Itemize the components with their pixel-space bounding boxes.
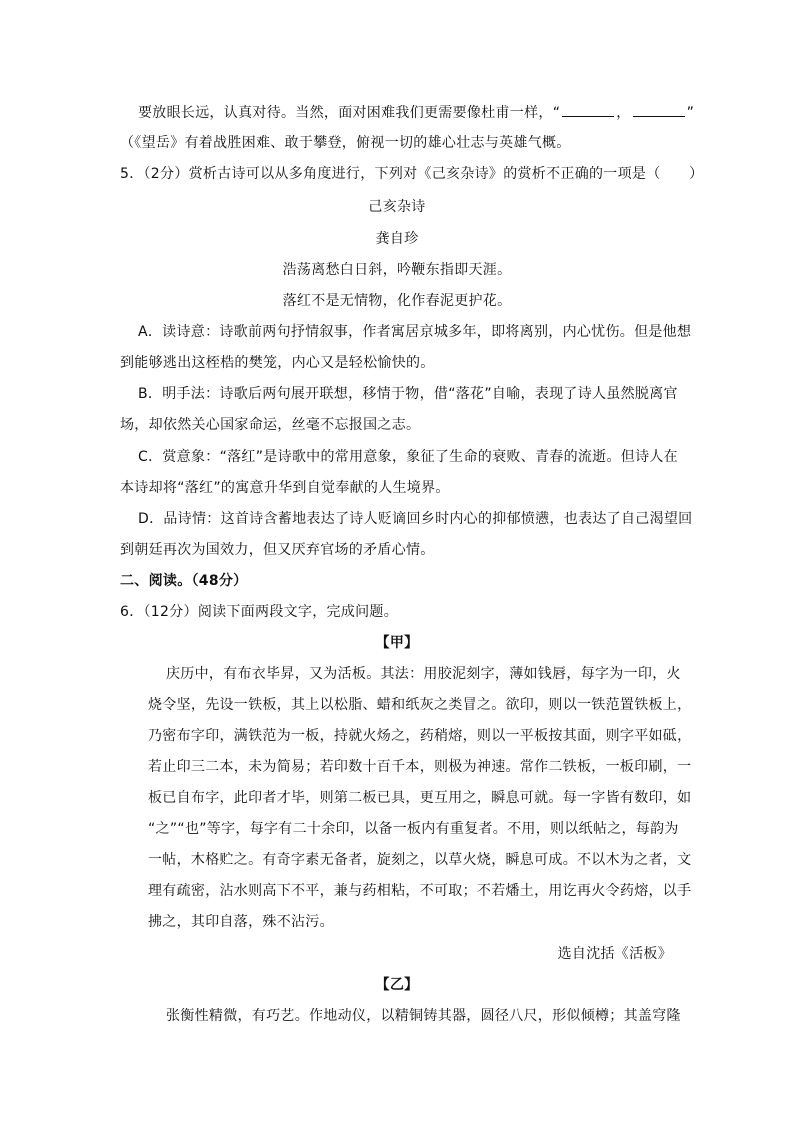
passage-line: 理有疏密，沾水则高下不平，兼与药相粘，不可取；不若燔土，用讫再火令药熔，以手 xyxy=(148,883,692,899)
passage-line: 乃密布字印，满铁范为一板，持就火炀之，药稍熔，则以一平板按其面，则字平如砥， xyxy=(148,728,692,744)
option-b-cont: 场，却依然关心国家命运，丝毫不忘报国之志。 xyxy=(120,417,421,433)
poem-line: 落红不是无情物，化作春泥更护花。 xyxy=(282,293,512,309)
passage-line: 庆历中，有布衣毕昇，又为活板。其法：用胶泥刻字，薄如钱唇，每字为一印，火 xyxy=(166,666,681,682)
passage-line: 若止印三二本，未为简易；若印数十百千本，则极为神速。常作二铁板，一板印刷，一 xyxy=(148,759,692,775)
option-d[interactable]: D．品诗情：这首诗含蓄地表达了诗人贬谪回乡时内心的抑郁愤懑，也表达了自己渴望回 xyxy=(138,511,693,527)
question-5: 5．（2分）赏析古诗可以从多角度进行，下列对《己亥杂诗》的赏析不正确的一项是（ ） xyxy=(120,166,704,182)
line-text: ” xyxy=(686,105,695,121)
poem-author: 龚自珍 xyxy=(375,231,419,247)
passage-label-jia: 【甲】 xyxy=(375,635,419,651)
question-6: 6．（12分）阅读下面两段文字，完成问题。 xyxy=(120,604,399,620)
option-c[interactable]: C．赏意象：“落红”是诗歌中的常用意象，象征了生命的衰败、青春的流逝。但诗人在 xyxy=(138,449,678,465)
source-attribution: 选自沈括《活板》 xyxy=(557,946,672,962)
passage-line: 烧令坚，先设一铁板，其上以松脂、蜡和纸灰之类冒之。欲印，则以一铁范置铁板上， xyxy=(148,697,692,713)
line-text: 要放眼长远，认真对待。当然，面对困难我们更需要像杜甫一样，“ xyxy=(138,105,561,121)
poem-line: 浩荡离愁白日斜，吟鞭东指即天涯。 xyxy=(282,262,512,278)
poem-title: 己亥杂诗 xyxy=(368,199,426,215)
option-a-cont: 到能够逃出这桎梏的樊笼，内心又是轻松愉快的。 xyxy=(120,355,435,371)
passage-line: 板已自布字，此印者才毕，则第二板已具，更互用之，瞬息可就。每一字皆有数印，如 xyxy=(148,790,692,806)
answer-blank[interactable] xyxy=(562,102,614,117)
passage-line: “之”“也”等字，每字有二十余印，以备一板内有重复者。不用，则以纸帖之，每韵为 xyxy=(148,821,679,837)
answer-blank[interactable] xyxy=(633,102,685,117)
option-a[interactable]: A．读诗意：诗歌前两句抒情叙事，作者寓居京城多年，即将离别，内心忧伤。但是他想 xyxy=(138,324,692,340)
section-heading: 二、阅读。（48分） xyxy=(120,573,248,589)
passage-line: 张衡性精微，有巧艺。作地动仪，以精铜铸其器，圆径八尺，形似倾樽；其盖穹隆 xyxy=(166,1008,681,1024)
paragraph-line: （《望岳》有着战胜困难、敢于攀登，俯视一切的雄心壮志与英雄气概。 xyxy=(120,135,571,151)
option-b[interactable]: B．明手法：诗歌后两句展开联想，移情于物，借“落花”自喻，表现了诗人虽然脱离官 xyxy=(138,386,678,402)
paragraph-line xyxy=(138,102,694,123)
passage-label-yi: 【乙】 xyxy=(375,977,419,993)
option-c-cont: 本诗却将“落红”的寓意升华到自觉奉献的人生境界。 xyxy=(120,480,450,496)
passage-line: 一帖，木格贮之。有奇字素无备者，旋刻之，以草火烧，瞬息可成。不以木为之者，文 xyxy=(148,852,692,868)
separator-text: ， xyxy=(616,105,631,121)
passage-line: 拂之，其印自落，殊不沾污。 xyxy=(148,914,334,930)
option-d-cont: 到朝廷再次为国效力，但又厌弃官场的矛盾心情。 xyxy=(120,542,435,558)
